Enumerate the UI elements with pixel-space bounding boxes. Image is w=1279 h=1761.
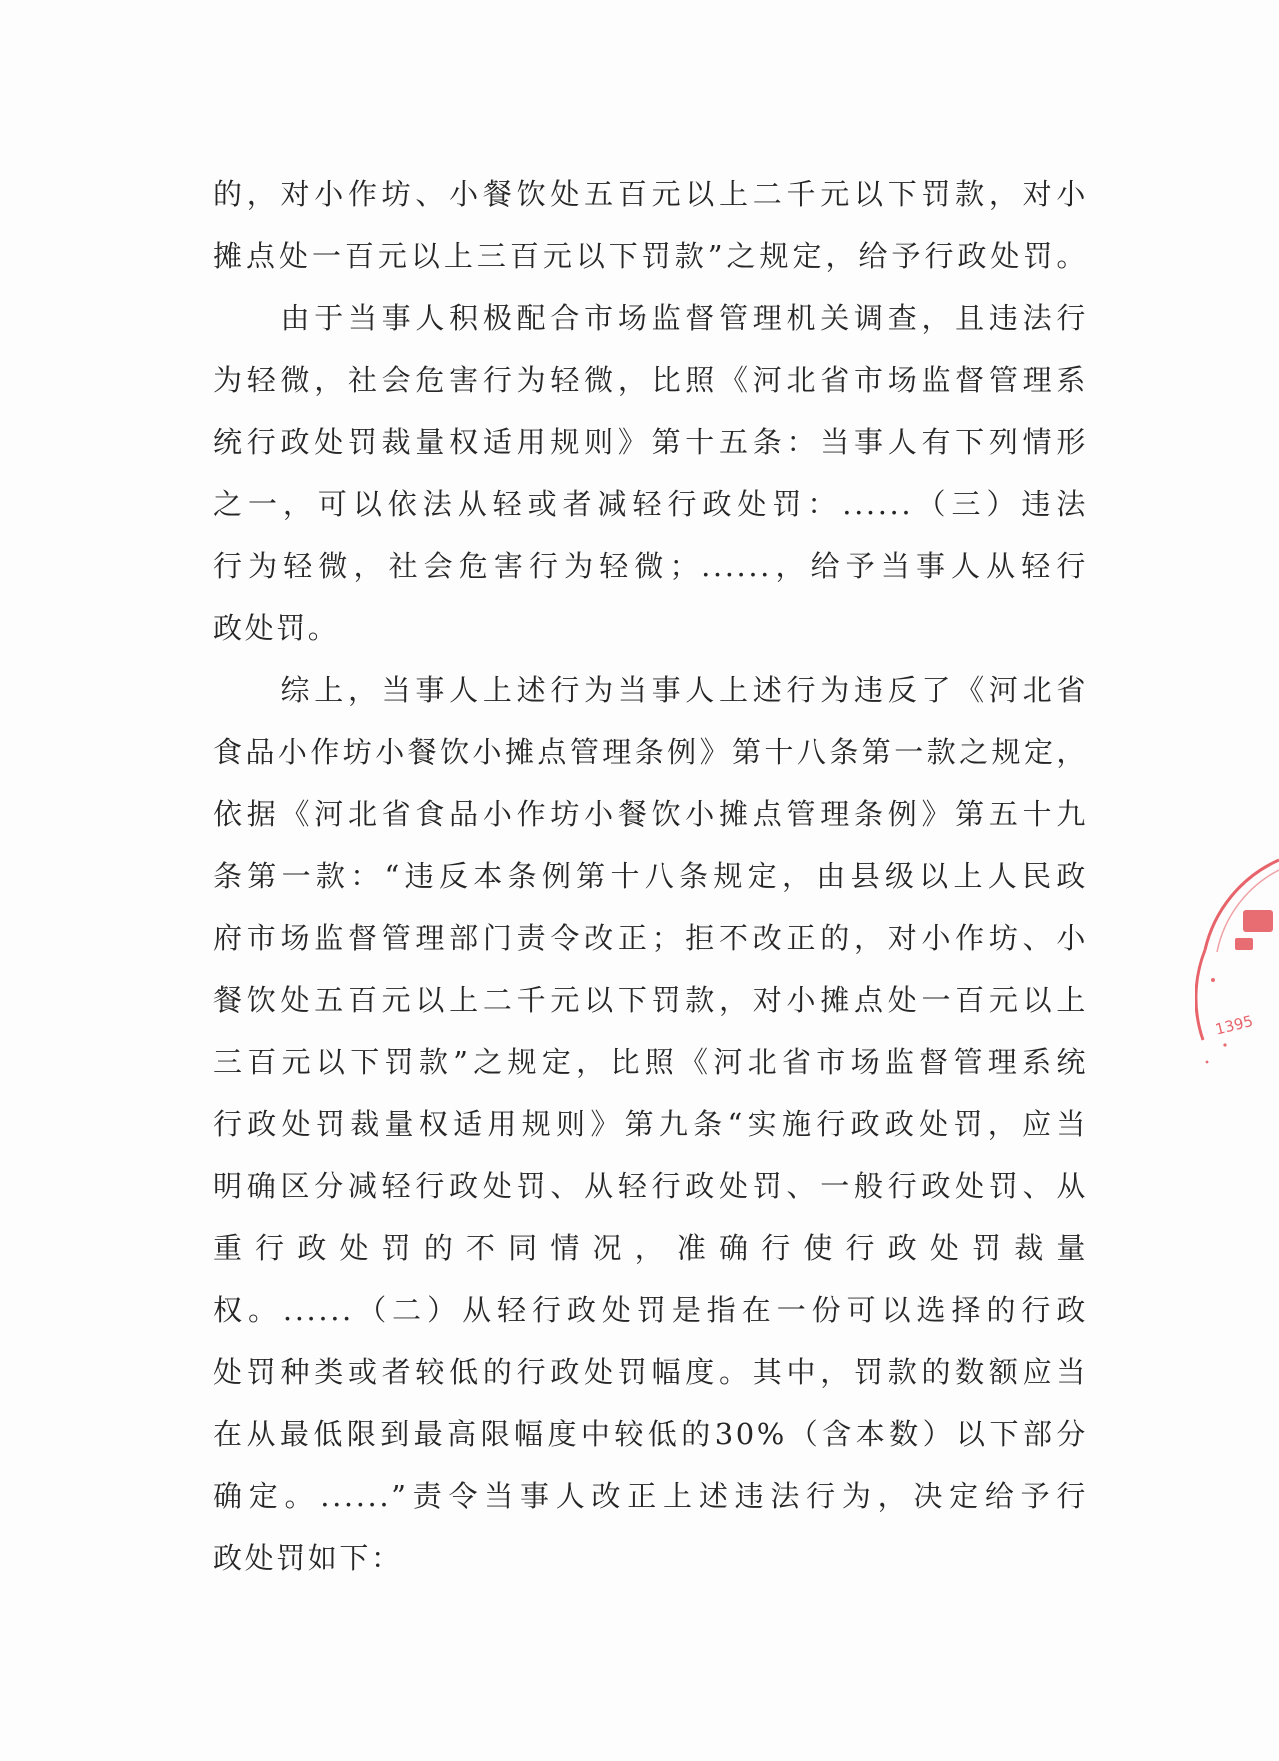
text-line: 重行政处罚的不同情况，准确行使行政处罚裁量 bbox=[213, 1231, 1088, 1265]
paragraph-3 bbox=[213, 659, 1088, 1589]
text-line: 统行政处罚裁量权适用规则》第十五条：当事人有下列情形 bbox=[213, 425, 1088, 459]
text-line: 餐饮处五百元以上二千元以下罚款，对小摊点处一百元以上 bbox=[213, 983, 1088, 1017]
text-line: 条第一款：“违反本条例第十八条规定，由县级以上人民政 bbox=[213, 859, 1088, 893]
text-line: 摊点处一百元以上三百元以下罚款”之规定，给予行政处罚。 bbox=[213, 239, 1088, 273]
text-line: 为轻微，社会危害行为轻微，比照《河北省市场监督管理系 bbox=[213, 363, 1088, 397]
text-line: 处罚种类或者较低的行政处罚幅度。其中，罚款的数额应当 bbox=[213, 1355, 1088, 1389]
paragraph-1 bbox=[213, 163, 1088, 287]
paragraph-2 bbox=[213, 287, 1088, 659]
document-body bbox=[213, 163, 1088, 1589]
text-line: 明确区分减轻行政处罚、从轻行政处罚、一般行政处罚、从 bbox=[213, 1169, 1088, 1203]
text-line: 由于当事人积极配合市场监督管理机关调查，且违法行 bbox=[213, 301, 1088, 335]
text-line: 三百元以下罚款”之规定，比照《河北省市场监督管理系统 bbox=[213, 1045, 1088, 1079]
seal-graphic bbox=[1195, 840, 1279, 1140]
text-line: 的，对小作坊、小餐饮处五百元以上二千元以下罚款，对小 bbox=[213, 177, 1088, 211]
text-line: 依据《河北省食品小作坊小餐饮小摊点管理条例》第五十九 bbox=[213, 797, 1088, 831]
text-line: 确定。......”责令当事人改正上述违法行为，决定给予行 bbox=[213, 1479, 1088, 1513]
official-seal-fragment bbox=[1195, 840, 1279, 1140]
text-line: 之一，可以依法从轻或者减轻行政处罚：......（三）违法 bbox=[213, 487, 1088, 521]
text-line: 行为轻微，社会危害行为轻微；......，给予当事人从轻行 bbox=[213, 549, 1088, 583]
text-line: 政处罚如下： bbox=[213, 1541, 403, 1575]
text-line: 综上，当事人上述行为当事人上述行为违反了《河北省 bbox=[213, 673, 1088, 707]
seal-fragment-text: 1395 bbox=[1213, 1011, 1255, 1039]
text-line: 在从最低限到最高限幅度中较低的30%（含本数）以下部分 bbox=[213, 1417, 1088, 1451]
text-line: 政处罚。 bbox=[213, 611, 340, 645]
text-line: 府市场监督管理部门责令改正；拒不改正的，对小作坊、小 bbox=[213, 921, 1088, 955]
text-line: 行政处罚裁量权适用规则》第九条“实施行政政处罚，应当 bbox=[213, 1107, 1088, 1141]
text-line: 权。......（二）从轻行政处罚是指在一份可以选择的行政 bbox=[213, 1293, 1088, 1327]
text-line: 食品小作坊小餐饮小摊点管理条例》第十八条第一款之规定， bbox=[213, 735, 1088, 769]
